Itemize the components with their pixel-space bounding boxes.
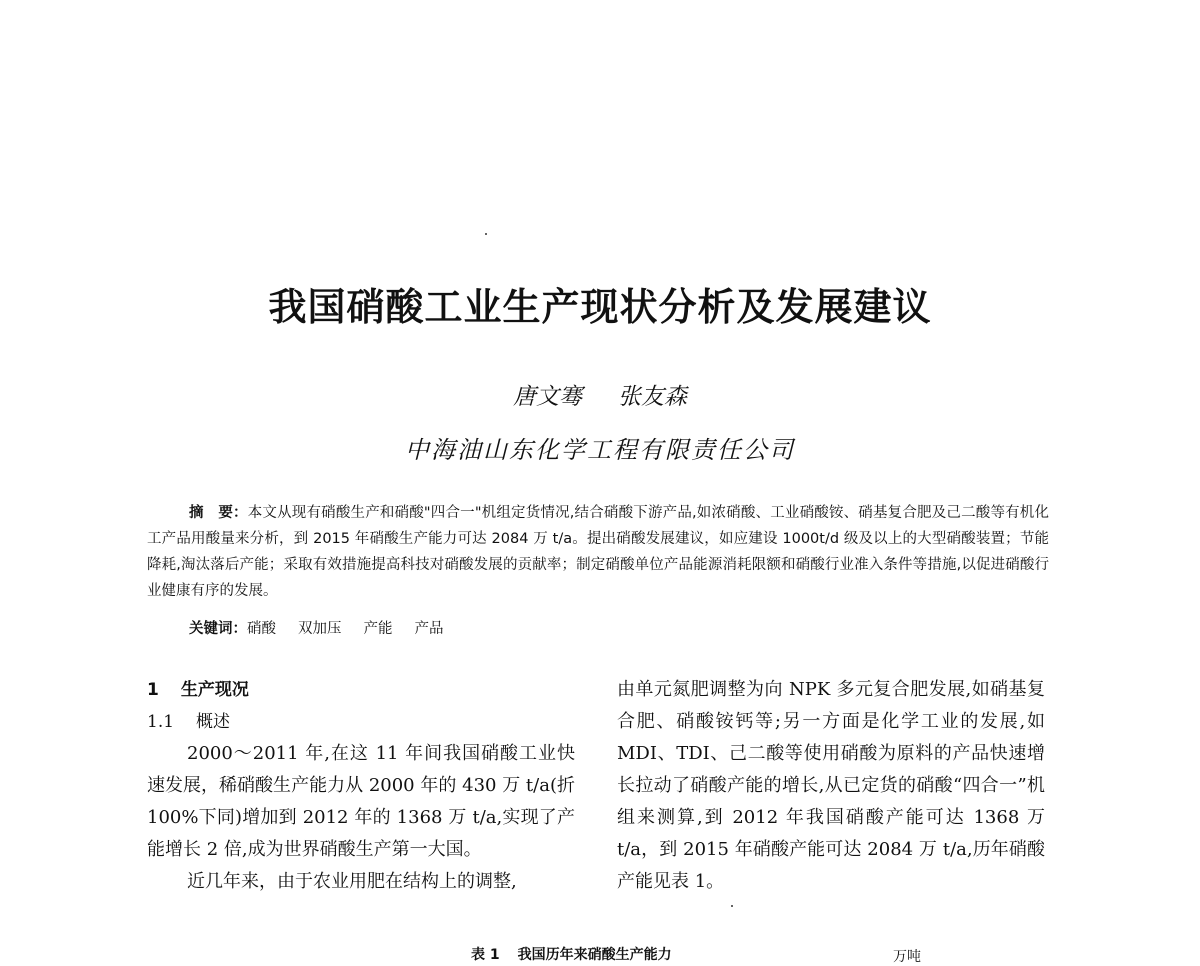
- table-title: 我国历年来硝酸生产能力: [517, 947, 672, 963]
- keywords-label: 关键词：: [189, 621, 247, 637]
- subsection-title: 概述: [196, 712, 231, 732]
- keyword: 硝酸: [247, 621, 276, 637]
- subsection-number: 1.1: [147, 712, 175, 732]
- keyword: 产品: [414, 621, 444, 637]
- author-name: 张友森: [618, 384, 687, 410]
- right-column: [617, 674, 1045, 898]
- scan-speck: [485, 233, 487, 235]
- abstract: [147, 500, 1049, 604]
- body-paragraph: 2000～2011 年,在这 11 年间我国硝酸工业快速发展，稀硝酸生产能力从 2000 年的 430 万 t/a(折 100%下同)增加到 2012 年的 1368 万 t/a,实现了产能增长 2 倍,成为世界硝酸生产第一大国。: [147, 743, 575, 860]
- body-paragraph: 由单元氮肥调整为向 NPK 多元复合肥发展,如硝基复合肥、硝酸铵钙等;另一方面是化学工业的发展,如 MDI、TDI、己二酸等使用硝酸为原料的产品快速增长拉动了硝酸产能的增长,从已定货的硝酸“四合一”机组来测算,到 2012 年我国硝酸产能可达 1368 万 t/a，到 2015 年硝酸产能可达 2084 万 t/a,历年硝酸产能见表 1。: [617, 679, 1045, 892]
- section-number: 1: [147, 680, 159, 700]
- abstract-text: 本文从现有硝酸生产和硝酸"四合一"机组定货情况,结合硝酸下游产品,如浓硝酸、工业硝酸铵、硝基复合肥及己二酸等有机化工产品用酸量来分析，到 2015 年硝酸生产能力可达 2084 万 t/a。提出硝酸发展建议，如应建设 1000t/d 级及以上的大型硝酸装置；节能降耗,淘汰落后产能；采取有效措施提高科技对硝酸发展的贡献率；制定硝酸单位产品能源消耗限额和硝酸行业准入条件等措施,以促进硝酸行业健康有序的发展。: [147, 505, 1049, 599]
- author-list: [0, 378, 1200, 411]
- paper-title: 我国硝酸工业生产现状分析及发展建议: [268, 285, 932, 329]
- table-number: 表 1: [471, 947, 500, 963]
- section-heading: [147, 674, 575, 706]
- table-caption: [471, 944, 672, 964]
- keywords: [189, 617, 466, 638]
- author-affiliation: 中海油山东化学工程有限责任公司: [405, 436, 795, 464]
- keyword: 产能: [363, 621, 393, 637]
- scan-speck: [731, 905, 733, 907]
- section-title: 生产现况: [180, 680, 249, 700]
- keyword: 双加压: [298, 621, 342, 637]
- subsection-heading: [147, 706, 575, 738]
- author-name: 唐文骞: [513, 384, 582, 410]
- abstract-label: 摘 要：: [189, 505, 248, 521]
- table-unit: 万吨: [893, 949, 921, 965]
- body-paragraph: 近几年来，由于农业用肥在结构上的调整,: [187, 871, 517, 892]
- left-column: [147, 674, 575, 898]
